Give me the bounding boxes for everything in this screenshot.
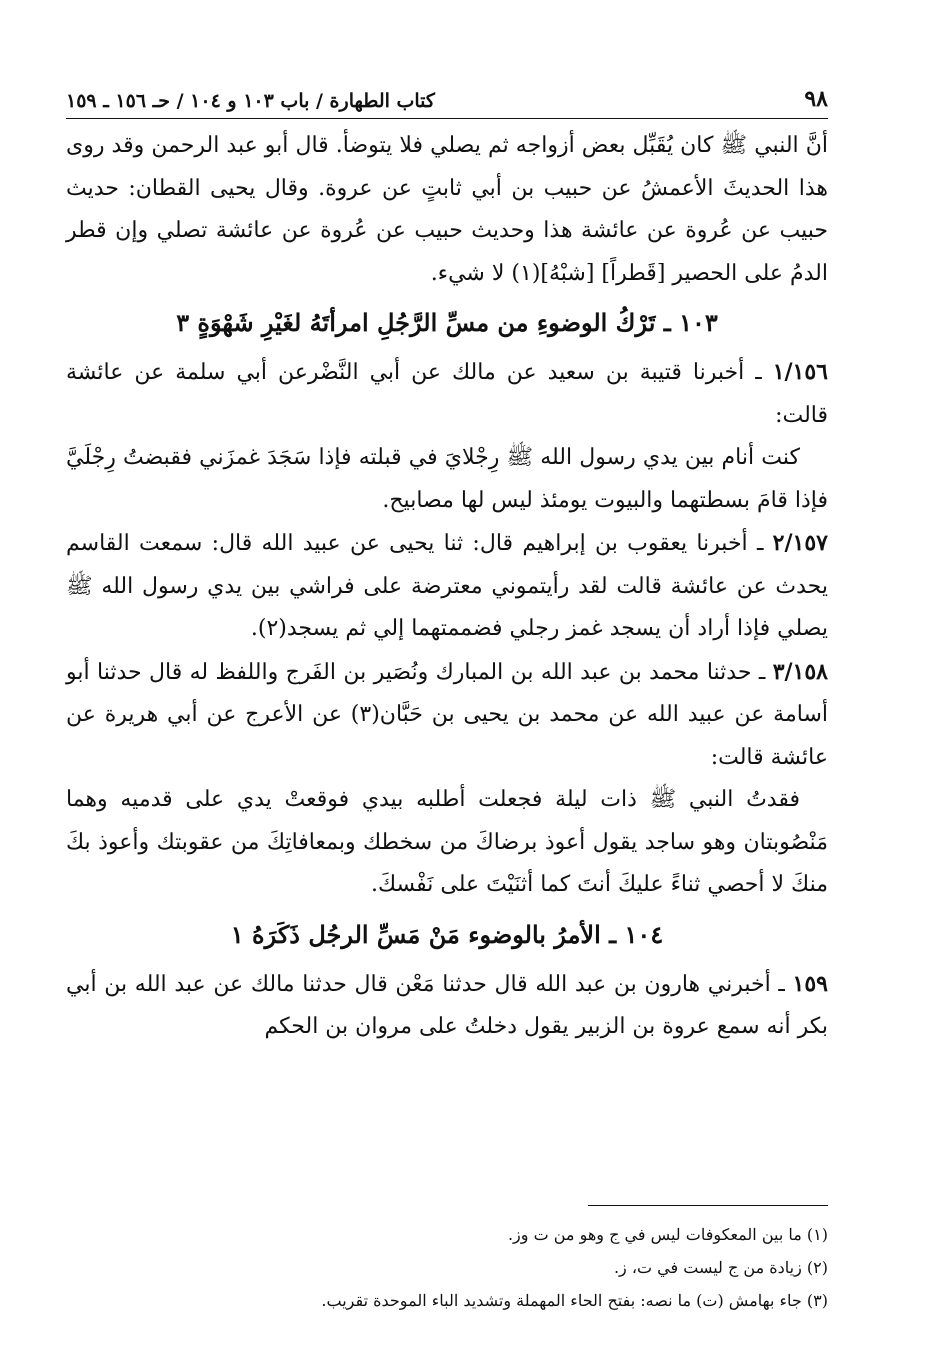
hadith-159 <box>66 963 828 1049</box>
main-text <box>66 125 828 1049</box>
footnote-1: (١) ما بين المعكوفات ليس في ج وهو من ت وز. <box>507 1225 828 1244</box>
book-page <box>66 86 828 1049</box>
page-number: ٩٨ <box>804 86 828 112</box>
paragraph-continuation: أنَّ النبي ﷺ كان يُقَبِّل بعض أزواجه ثم يصلي فلا يتوضأ. قال أبو عبد الرحمن وقد روى هذا الحديثَ الأعمشُ عن حبيب بن أبي ثابتٍ عن عروة. وقال يحيى القطان: حديث حبيب عن عُروة عن عائشة هذا وحديث حبيب عن عُروة عن عائشة تصلي وإن قطر الدمُ على الحصير [قَطراً] [شبْهُ](١) لا شيء. <box>66 133 828 286</box>
hadith-isnad: ـ حدثنا محمد بن عبد الله بن المبارك ونُصَير بن الفَرج واللفظ له قال حدثنا أبو أسامة عن عبيد الله عن محمد بن يحيى بن حَبَّان(٣) عن الأعرج عن أبي هريرة عن عائشة قالت: <box>66 659 828 770</box>
hadith-158-matn: فقدتُ النبي ﷺ ذات ليلة فجعلت أطلبه بيدي فوقعتْ يدي على قدميه وهما مَنْصُوبتان وهو ساجد يقول أعوذ برضاكَ من سخطك وبمعافاتِكَ من عقوبتك وأعوذ بكَ منكَ لا أحصي ثناءً عليكَ أنتَ كما أثنَيْتَ على نَفْسكَ. <box>66 787 828 897</box>
hadith-isnad: ـ أخبرني هارون بن عبد الله قال حدثنا مَعْن قال حدثنا مالك عن عبد الله بن أبي بكر أنه سمع عروة بن الزبير يقول دخلتُ على مروان بن الحكم <box>66 971 828 1039</box>
footnote-3: (٣) جاء بهامش (ت) ما نصه: بفتح الحاء المهملة وتشديد الباء الموحدة تقريب. <box>321 1291 828 1310</box>
footnotes <box>66 1205 828 1317</box>
running-title: كتاب الطهارة / باب ١٠٣ و ١٠٤ / حـ ١٥٦ ـ ١٥٩ <box>66 90 435 112</box>
hadith-156 <box>66 351 828 437</box>
hadith-isnad: ـ أخبرنا قتيبة بن سعيد عن مالك عن أبي النَّضْرعن أبي سلمة عن عائشة قالت: <box>66 360 828 428</box>
footnote-2: (٢) زيادة من ج ليست في ت، ز. <box>613 1258 828 1277</box>
chapter-heading-103: ١٠٣ ـ تَرْكُ الوضوءِ من مسِّ الرَّجُلِ امرأتَهُ لغَيْرِ شَهْوَةٍ ٣ <box>176 308 718 337</box>
running-header <box>66 86 828 119</box>
hadith-number: ١/١٥٦ <box>772 359 828 385</box>
hadith-text: ـ أخبرنا يعقوب بن إبراهيم قال: ثنا يحيى عن عبيد الله قال: سمعت القاسم يحدث عن عائشة قالت لقد رأيتموني معترضة على فراشي بين يدي رسول الله ﷺ يصلي فإذا أراد أن يسجد غمز رجلي فضممتهما إلي ثم يسجد(٢). <box>66 531 828 641</box>
chapter-heading-104: ١٠٤ ـ الأمرُ بالوضوء مَنْ مَسِّ الرجُل ذَكَرَهُ ١ <box>230 919 664 949</box>
hadith-157 <box>66 522 828 651</box>
hadith-number: ٣/١٥٨ <box>772 658 828 685</box>
hadith-number: ٢/١٥٧ <box>772 530 828 556</box>
hadith-158 <box>66 651 828 780</box>
hadith-number: ١٥٩ <box>792 970 828 997</box>
hadith-156-matn: كنت أنام بين يدي رسول الله ﷺ رِجْلايَ في قبلته فإذا سَجَدَ غمزَني فقبضتُ رِجْلَيَّ فإذا قامَ بسطتهما والبيوت يومئذ ليس لها مصابيح. <box>66 445 828 513</box>
footnote-divider <box>588 1205 828 1206</box>
